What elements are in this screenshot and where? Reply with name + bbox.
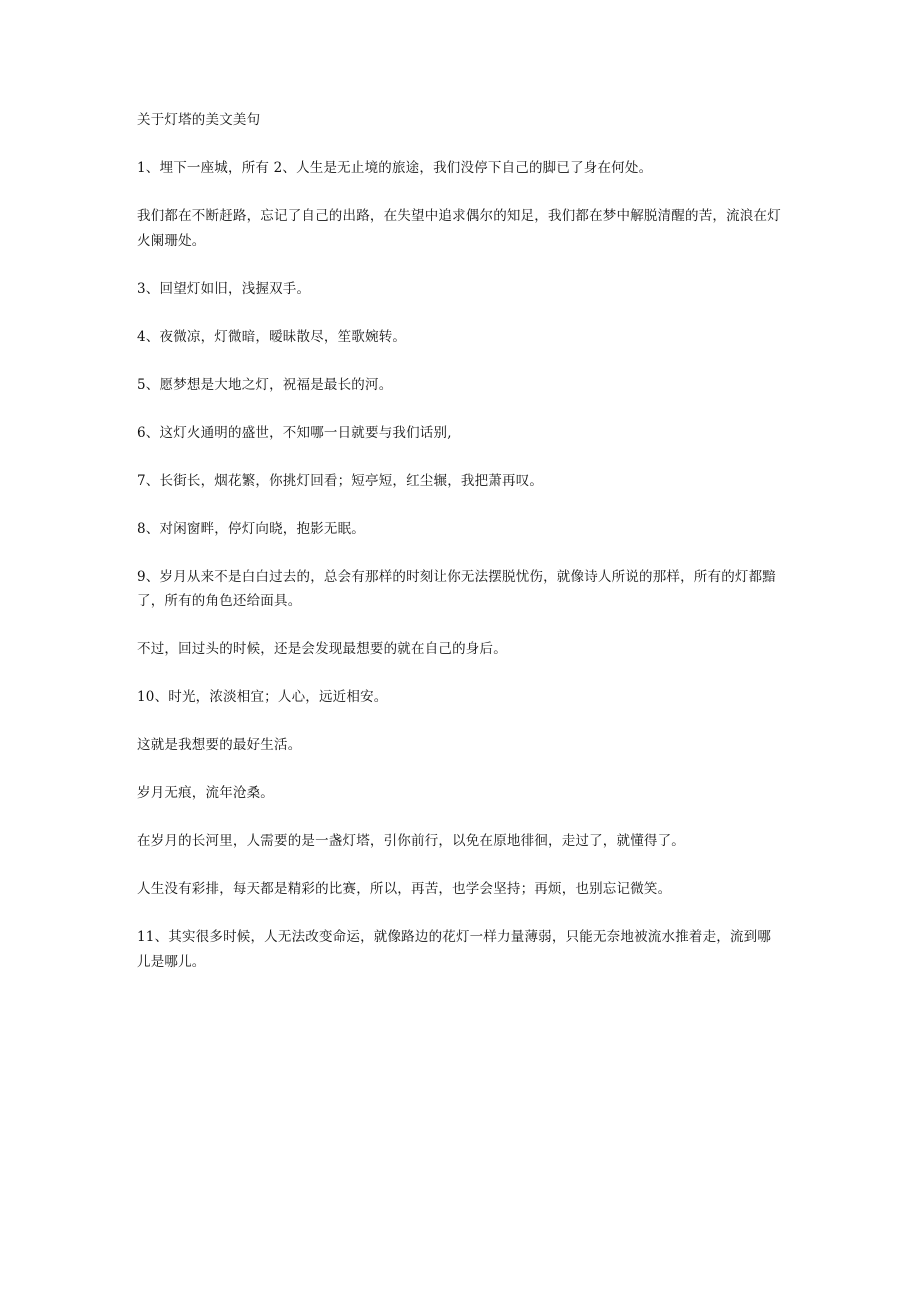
paragraph-15: 人生没有彩排，每天都是精彩的比赛，所以，再苦，也学会坚持；再烦，也别忘记微笑。 xyxy=(137,881,672,897)
paragraph-10: 不过，回过头的时候，还是会发现最想要的就在自己的身后。 xyxy=(137,641,507,657)
paragraph-2: 我们都在不断赶路，忘记了自己的出路，在失望中追求偶尔的知足，我们都在梦中解脱清醒的苦，流浪在灯火阑珊处。 xyxy=(137,208,781,249)
paragraph-1: 1、埋下一座城，所有 2、人生是无止境的旅途，我们没停下自己的脚已了身在何处。 xyxy=(137,160,653,176)
paragraph-14: 在岁月的长河里，人需要的是一盏灯塔，引你前行，以免在原地徘徊，走过了，就懂得了。 xyxy=(137,833,685,849)
paragraph-6: 6、这灯火通明的盛世，不知哪一日就要与我们话别, xyxy=(137,424,452,441)
paragraph-4: 4、夜微凉，灯微暗，暧昧散尽，笙歌婉转。 xyxy=(137,328,407,345)
paragraph-16: 11、其实很多时候，人无法改变命运，就像路边的花灯一样力量薄弱，只能无奈地被流水推着走，流到哪儿是哪儿。 xyxy=(137,929,772,970)
paragraph-3: 3、回望灯如旧，浅握双手。 xyxy=(137,280,311,297)
paragraph-5: 5、愿梦想是大地之灯，祝福是最长的河。 xyxy=(137,376,393,393)
paragraph-11: 10、时光，浓淡相宜；人心，远近相安。 xyxy=(137,689,388,705)
paragraph-9: 9、岁月从来不是白白过去的，总会有那样的时刻让你无法摆脱忧伤，就像诗人所说的那样，所有的灯都黯了，所有的角色还给面具。 xyxy=(137,568,776,609)
document-title: 关于灯塔的美文美句 xyxy=(137,112,261,128)
document-body xyxy=(137,108,782,998)
paragraph-12: 这就是我想要的最好生活。 xyxy=(137,737,302,753)
paragraph-7: 7、长街长，烟花繁，你挑灯回看；短亭短，红尘辗，我把萧再叹。 xyxy=(137,472,544,489)
paragraph-8: 8、对闲窗畔，停灯向晓，抱影无眠。 xyxy=(137,520,365,537)
paragraph-13: 岁月无痕，流年沧桑。 xyxy=(137,785,274,801)
